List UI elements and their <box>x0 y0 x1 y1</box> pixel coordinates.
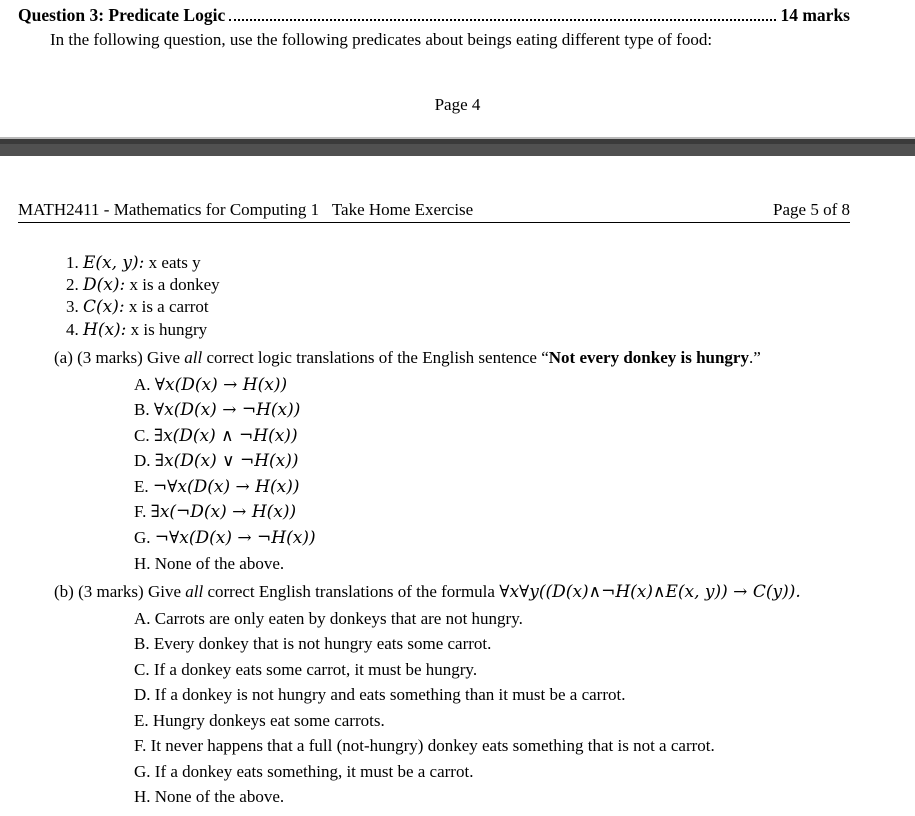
part-b-prompt <box>54 582 801 602</box>
option-formula: ∃x(D(x) ∧ ¬H(x)) <box>153 426 298 446</box>
exercise-title: Take Home Exercise <box>331 200 474 219</box>
option-letter: C. <box>134 660 150 679</box>
option-letter: C. <box>134 426 150 445</box>
predicate-text: x is a donkey <box>129 275 220 294</box>
option-letter: B. <box>134 634 150 653</box>
part-b-label: (b) (3 marks) <box>54 582 144 601</box>
option-letter: A. <box>134 609 151 628</box>
option-letter: E. <box>134 711 149 730</box>
option-h <box>134 554 284 574</box>
prompt-emphasis: all <box>185 582 204 601</box>
predicate-symbol: E(x, y): <box>83 253 145 273</box>
predicate-text: x is a carrot <box>128 297 209 316</box>
option-letter: D. <box>134 685 151 704</box>
option-text: Every donkey that is not hungry eats some carrot. <box>153 634 492 653</box>
option-letter: B. <box>134 400 150 419</box>
part-a-prompt <box>54 348 761 368</box>
option-formula: ∀x(D(x) → ¬H(x)) <box>153 400 301 420</box>
formula: ∀x∀y((D(x)∧¬H(x)∧E(x, y)) → C(y)). <box>499 582 801 602</box>
option-a <box>134 375 287 395</box>
prompt-text: Give <box>147 348 181 367</box>
option-g <box>134 762 473 782</box>
page-number-label: Page 4 <box>434 95 481 114</box>
option-d <box>134 451 299 471</box>
question-marks: 14 marks <box>780 5 850 25</box>
option-text: It never happens that a full (not-hungry) donkey eats something that is not a carrot. <box>150 736 715 755</box>
predicate-number: 4. <box>66 320 79 339</box>
option-b <box>134 634 491 654</box>
option-b <box>134 400 300 420</box>
option-text: None of the above. <box>154 787 285 806</box>
prompt-text: .” <box>748 348 761 367</box>
predicate-number: 3. <box>66 297 79 316</box>
running-header <box>18 200 850 223</box>
option-h <box>134 787 284 807</box>
option-c <box>134 426 298 446</box>
question-heading <box>18 5 850 26</box>
predicate-item <box>66 275 220 295</box>
predicate-number: 2. <box>66 275 79 294</box>
predicate-item <box>66 253 201 273</box>
course-title: MATH2411 - Mathematics for Computing 1 <box>18 200 320 219</box>
page-separator <box>0 137 915 156</box>
option-letter: E. <box>134 477 149 496</box>
prompt-text: correct English translations of the formula <box>207 582 495 601</box>
option-text: None of the above. <box>154 554 285 573</box>
option-letter: F. <box>134 502 147 521</box>
option-letter: D. <box>134 451 151 470</box>
option-text: Carrots are only eaten by donkeys that are not hungry. <box>154 609 523 628</box>
option-formula: ∃x(D(x) ∨ ¬H(x)) <box>154 451 299 471</box>
part-a-label: (a) (3 marks) <box>54 348 143 367</box>
option-formula: ∀x(D(x) → H(x)) <box>154 375 288 395</box>
option-letter: G. <box>134 762 151 781</box>
option-f <box>134 736 715 756</box>
predicate-symbol: H(x): <box>83 320 127 340</box>
english-sentence: Not every donkey is hungry <box>548 348 749 367</box>
option-text: If a donkey eats some carrot, it must be hungry. <box>153 660 478 679</box>
option-c <box>134 660 477 680</box>
option-g <box>134 528 316 548</box>
dot-leader <box>229 7 776 21</box>
predicate-symbol: D(x): <box>83 275 126 295</box>
option-letter: H. <box>134 787 151 806</box>
page-indicator: Page 5 of 8 <box>773 200 850 219</box>
prompt-text: correct logic translations of the English sentence “ <box>206 348 549 367</box>
prompt-emphasis: all <box>184 348 203 367</box>
option-text: If a donkey is not hungry and eats something than it must be a carrot. <box>154 685 626 704</box>
option-formula: ∃x(¬D(x) → H(x)) <box>150 502 297 522</box>
prompt-text: Give <box>147 582 181 601</box>
question-intro: In the following question, use the following predicates about beings eating different type of food: <box>50 30 713 49</box>
option-formula: ¬∀x(D(x) → ¬H(x)) <box>154 528 316 548</box>
option-f <box>134 502 296 522</box>
predicate-text: x eats y <box>148 253 201 272</box>
option-letter: G. <box>134 528 151 547</box>
header-left <box>18 200 473 220</box>
option-text: If a donkey eats something, it must be a carrot. <box>154 762 474 781</box>
predicate-text: x is hungry <box>130 320 208 339</box>
predicate-item <box>66 320 207 340</box>
predicate-symbol: C(x): <box>83 297 125 317</box>
predicate-item <box>66 297 209 317</box>
option-letter: F. <box>134 736 147 755</box>
question-title: Question 3: Predicate Logic <box>18 5 226 25</box>
predicate-number: 1. <box>66 253 79 272</box>
option-e <box>134 477 299 497</box>
option-d <box>134 685 625 705</box>
option-e <box>134 711 385 731</box>
option-letter: H. <box>134 554 151 573</box>
option-a <box>134 609 523 629</box>
option-letter: A. <box>134 375 151 394</box>
option-text: Hungry donkeys eat some carrots. <box>152 711 385 730</box>
option-formula: ¬∀x(D(x) → H(x)) <box>152 477 300 497</box>
